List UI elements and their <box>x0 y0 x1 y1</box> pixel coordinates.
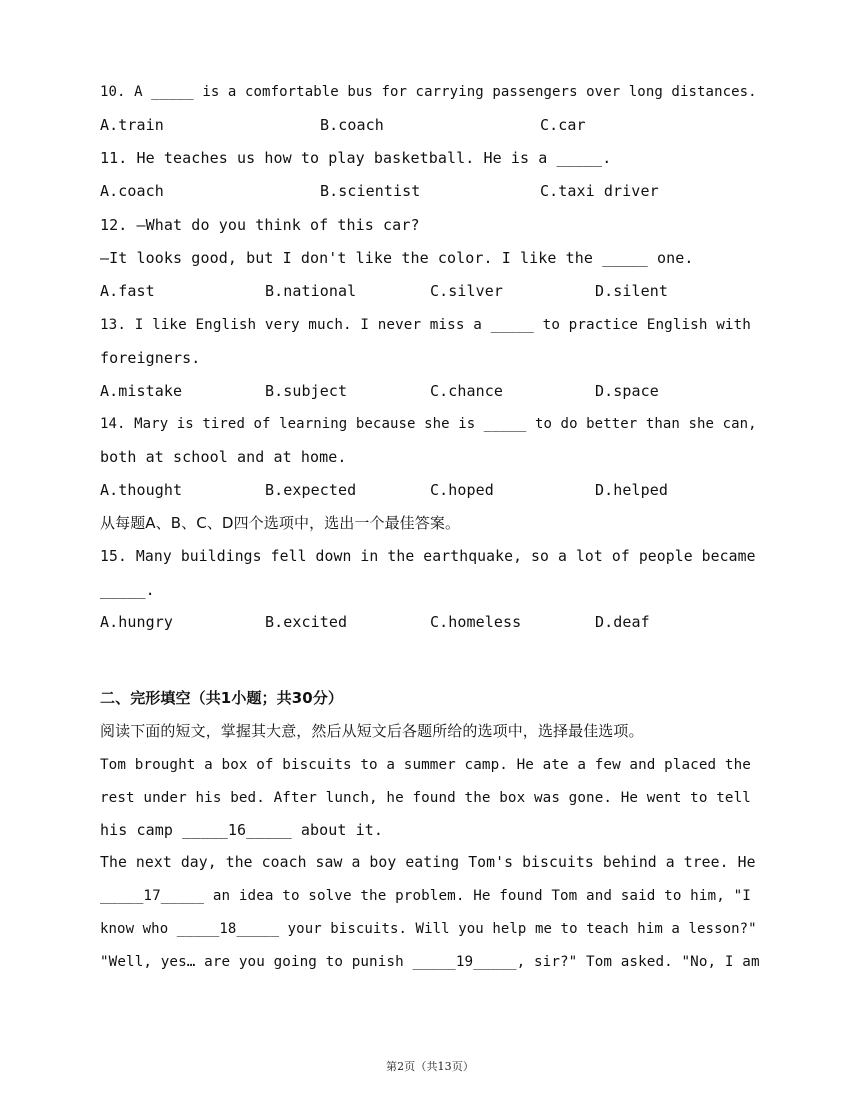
passage-line-6: know who _____18_____ your biscuits. Will you help me to teach him a lesson?" <box>100 921 757 937</box>
passage-line-4: The next day, the coach saw a boy eating Tom's biscuits behind a tree. He <box>100 854 756 871</box>
q12-option-c: C.silver <box>430 282 504 300</box>
q13-option-b: B.subject <box>265 382 348 400</box>
q10-option-b: B.coach <box>320 116 384 134</box>
passage-line-3: his camp _____16_____ about it. <box>100 821 384 839</box>
q14-option-b: B.expected <box>265 481 357 499</box>
question-13-stem-line2: foreigners. <box>100 349 201 367</box>
section-instruction: 阅读下面的短文，掌握其大意，然后从短文后各题所给的选项中，选择最佳选项。 <box>100 722 644 740</box>
question-15-stem-line1: 15. Many buildings fell down in the earthquake, so a lot of people became <box>100 548 756 565</box>
q14-option-d: D.helped <box>595 481 669 499</box>
q12-option-a: A.fast <box>100 282 155 300</box>
q15-option-c: C.homeless <box>430 613 522 631</box>
q13-option-d: D.space <box>595 382 659 400</box>
q14-option-c: C.hoped <box>430 481 494 499</box>
q13-option-c: C.chance <box>430 382 504 400</box>
q11-option-c: C.taxi driver <box>540 182 659 200</box>
question-15-stem-line2: _____. <box>100 581 155 599</box>
q15-option-b: B.excited <box>265 613 348 631</box>
q15-option-a: A.hungry <box>100 613 174 631</box>
section-heading: 二、完形填空（共1小题；共30分） <box>100 689 344 707</box>
question-12-stem-line2: —It looks good, but I don't like the color. I like the _____ one. <box>100 249 694 267</box>
q10-option-c: C.car <box>540 116 586 134</box>
q11-option-a: A.coach <box>100 182 164 200</box>
passage-line-7: "Well, yes… are you going to punish _____19_____, sir?" Tom asked. "No, I am <box>100 954 760 970</box>
q10-option-a: A.train <box>100 116 164 134</box>
question-13-stem-line1: 13. I like English very much. I never miss a _____ to practice English with <box>100 317 751 333</box>
q15-option-d: D.deaf <box>595 613 650 631</box>
question-12-stem-line1: 12. —What do you think of this car? <box>100 216 420 234</box>
question-11-stem: 11. He teaches us how to play basketball. He is a _____. <box>100 149 612 167</box>
question-14-stem-line1: 14. Mary is tired of learning because she is _____ to do better than she can, <box>100 416 757 432</box>
q12-option-b: B.national <box>265 282 357 300</box>
question-10-stem: 10. A _____ is a comfortable bus for carrying passengers over long distances. <box>100 84 757 100</box>
passage-line-1: Tom brought a box of biscuits to a summer camp. He ate a few and placed the <box>100 757 751 773</box>
q14-option-a: A.thought <box>100 481 183 499</box>
passage-line-5: _____17_____ an idea to solve the problem. He found Tom and said to him, "I <box>100 888 751 904</box>
q13-option-a: A.mistake <box>100 382 183 400</box>
passage-line-2: rest under his bed. After lunch, he found the box was gone. He went to tell <box>100 790 751 806</box>
page-number-footer: 第2页（共13页） <box>386 1060 474 1073</box>
q12-option-d: D.silent <box>595 282 669 300</box>
q11-option-b: B.scientist <box>320 182 421 200</box>
question-14-stem-line2: both at school and at home. <box>100 448 347 466</box>
question-15-instruction: 从每题A、B、C、D四个选项中，选出一个最佳答案。 <box>100 514 461 532</box>
